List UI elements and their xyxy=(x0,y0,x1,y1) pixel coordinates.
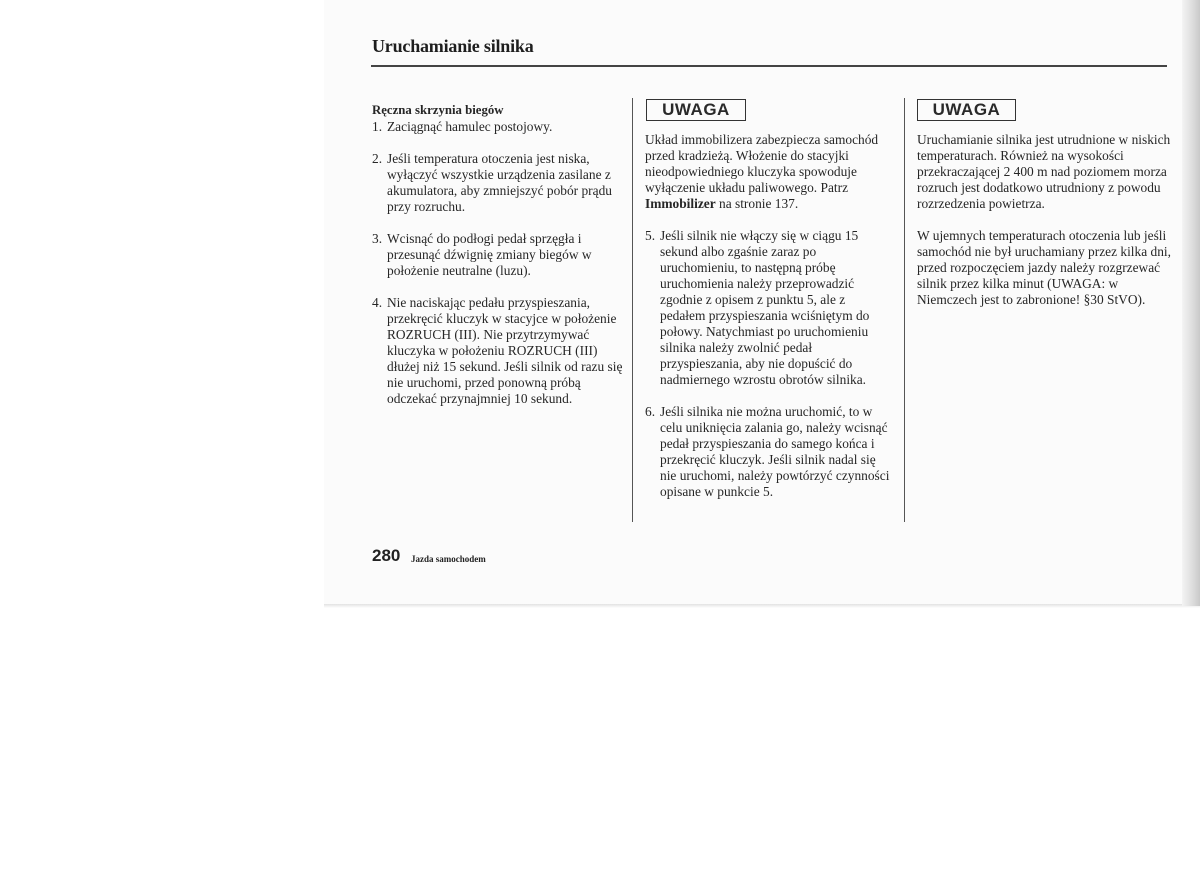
step-text: Jeśli silnika nie można uruchomić, to w celu uniknięcia zalania go, należy wcisnąć pedał przyspieszania do samego końca i przekręcić kluczyk. Jeśli silnik nadal się nie uruchomi, należy powtórzyć czynności opisane w punkcie 5. xyxy=(660,404,890,499)
column-cold-start xyxy=(917,132,1179,324)
page-title: Uruchamianie silnika xyxy=(372,36,534,56)
step-item xyxy=(372,151,624,215)
step-text: Jeśli temperatura otoczenia jest niska, wyłączyć wszystkie urządzenia zasilane z akumulatora, aby zmniejszyć pobór prądu przy rozruchu. xyxy=(387,151,612,214)
step-text: Zaciągnąć hamulec postojowy. xyxy=(387,119,553,134)
step-item xyxy=(372,119,624,135)
step-item xyxy=(645,404,890,500)
step-item xyxy=(372,231,624,279)
warning-text-part: Układ immobilizera zabezpiecza samochód przed kradzieżą. Włożenie do stacyjki nieodpowiedniego kluczyka spowoduje wyłączenie układu paliwowego. Patrz xyxy=(645,132,879,195)
warning-link-term: Immobilizer xyxy=(645,196,716,211)
step-item xyxy=(645,228,890,388)
warning-label: UWAGA xyxy=(646,99,746,121)
title-rule xyxy=(371,65,1167,67)
page-shadow xyxy=(324,604,1200,608)
warning-label: UWAGA xyxy=(917,99,1016,121)
step-text: Wcisnąć do podłogi pedał sprzęgła i przesunąć dźwignię zmiany biegów w położenie neutralne (luzu). xyxy=(387,231,592,278)
step-number: 2. xyxy=(372,151,383,166)
steps-list xyxy=(372,119,624,407)
step-number: 3. xyxy=(372,231,383,246)
paragraph: W ujemnych temperaturach otoczenia lub jeśli samochód nie był uruchamiany przez kilka dni, przed rozpoczęciem jazdy należy rozgrzewać silnik przez kilka minut (UWAGA: w Niemczech jest to zabronione! §30 StVO). xyxy=(917,228,1171,307)
column-immobilizer xyxy=(645,132,890,516)
column-manual-gearbox xyxy=(372,102,624,423)
paragraph: Uruchamianie silnika jest utrudnione w niskich temperaturach. Również na wysokości przekraczającej 2 400 m nad poziomem morza rozruch jest dodatkowo utrudniony z powodu rozrzedzenia powietrza. xyxy=(917,132,1171,211)
step-number: 1. xyxy=(372,119,383,134)
warning-text xyxy=(645,132,890,212)
step-number: 6. xyxy=(645,404,656,419)
step-number: 5. xyxy=(645,228,656,243)
step-text: Jeśli silnik nie włączy się w ciągu 15 sekund albo zgaśnie zaraz po uruchomieniu, to następną próbę uruchomienia należy przeprowadzić zgodnie z opisem z punktu 5, ale z pedałem przyspieszania wciśniętym do połowy. Natychmiast po uruchomieniu silnika należy zwolnić pedał przyspieszania, aby nie dopuścić do nadmiernego wzrostu obrotów silnika. xyxy=(660,228,870,387)
section-heading: Ręczna skrzynia biegów xyxy=(372,103,504,117)
step-item xyxy=(372,295,624,407)
warning-text-part: na stronie 137. xyxy=(719,196,799,211)
step-text: Nie naciskając pedału przyspieszania, przekręcić kluczyk w stacyjce w położenie ROZRUCH (III). Nie przytrzymywać kluczyka w położeniu ROZRUCH (III) dłużej niż 15 sekund. Jeśli silnik od razu się nie uruchomi, przed ponowną próbą odczekać przynajmniej 10 sekund. xyxy=(387,295,623,406)
page-number: 280 xyxy=(372,546,401,565)
column-divider xyxy=(632,98,633,522)
section-name: Jazda samochodem xyxy=(411,554,486,564)
page-edge xyxy=(1182,0,1200,606)
step-number: 4. xyxy=(372,295,383,310)
steps-list xyxy=(645,228,890,500)
column-divider xyxy=(904,98,905,522)
